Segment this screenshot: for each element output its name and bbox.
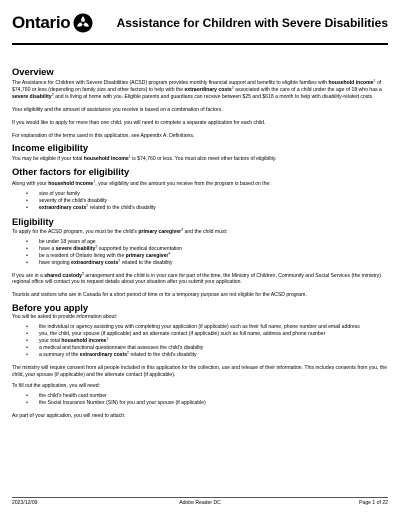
text-run: Along with your: [12, 181, 49, 188]
footnote-ref: 1: [373, 78, 376, 83]
logo-wordmark: Ontario: [12, 13, 71, 32]
eligibility-heading: Eligibility: [12, 215, 54, 227]
term-severe-disability: severe disability: [55, 245, 96, 252]
page-number: Page 1 of 22: [359, 500, 388, 506]
list-item: • size of your family: [12, 191, 388, 198]
eligibility-list: [12, 239, 388, 267]
definitions-paragraph: For explanation of the terms used in this application, see Appendix A: Definitions.: [12, 132, 195, 139]
footer-divider: [12, 497, 388, 498]
ontario-logo: [12, 13, 93, 33]
term-extraordinary-costs: extraordinary costs: [184, 86, 232, 93]
text-run: related to the child's disability: [129, 351, 197, 358]
footnote-ref: 2: [127, 350, 130, 355]
list-item: [12, 257, 388, 267]
text-run: To apply for the ACSD program, you must be the child's: [12, 228, 139, 235]
term-household-income: household income: [83, 156, 129, 163]
trillium-icon: [73, 13, 93, 33]
text-run: your total: [39, 337, 62, 344]
list-item: • severity of the child's disability: [12, 198, 388, 205]
term-household-income: household income: [328, 80, 374, 86]
text-run: have a: [39, 245, 56, 252]
document-title: Assistance for Children with Severe Disabilities: [116, 16, 388, 30]
text-run: If you are in a: [12, 272, 45, 279]
text-run: be a resident of Ontario living with the: [39, 252, 126, 259]
page-footer: [12, 500, 388, 510]
text-run: related to the disability: [120, 259, 173, 266]
list-item: [12, 352, 388, 359]
factors-paragraph: Your eligibility and the amount of assistance you receive is based on a combination of factors.: [12, 106, 223, 113]
tourists-paragraph: Tourists and visitors who are in Canada for a short period of time or for a temporary purpose are not eligible for the ACSD program.: [12, 292, 307, 299]
footnote-ref: 4: [168, 251, 171, 255]
list-item: • the Social Insurance Number (SIN) for you and your spouse (if applicable): [12, 400, 388, 407]
footer-date: 2023/12/09: [12, 500, 38, 506]
list-item: • you, the child, your spouse (if applicable) and an alternate contact (if applicable) such as full name, address and phone number: [12, 331, 388, 338]
footnote-ref: 3: [95, 244, 98, 249]
list-item: [12, 205, 388, 212]
text-run: You may be eligible if your total: [12, 156, 84, 163]
text-run: arrangement and the child is in your care for part of the time, the Ministry of Children, Community and Social Services (the ministry) regional office will contact you to request details about your situation after you submit your application.: [12, 272, 381, 286]
text-run: The Assistance for Children with Severe Disabilities (ACSD) program provides monthly financial support and benefits to eligible families with: [12, 80, 329, 86]
separate-application-paragraph: If you would like to apply for more than one child, you will need to complete a separate application for each child.: [12, 119, 266, 126]
list-item: • the individual or agency assisting you with completing your application (if applicable) such as their full name, phone number and email address: [12, 324, 388, 331]
list-item: [12, 246, 388, 253]
text-run: a summary of the: [39, 351, 80, 358]
footnote-ref: 2: [231, 85, 234, 90]
term-household-income: household income: [61, 337, 107, 344]
information-list: [12, 324, 388, 359]
other-factors-intro: [12, 181, 388, 188]
text-run: related to the child's disability: [88, 205, 156, 212]
term-extraordinary-costs: extraordinary costs: [71, 259, 119, 266]
term-household-income: household income: [48, 181, 94, 188]
list-item: [12, 253, 388, 260]
text-run: of $74,760 or less (depending on family size and other factors) to help with the: [12, 80, 382, 93]
footnote-ref: 2: [118, 257, 121, 262]
text-run: and is living at home with you. Eligible parents and guardians can receive between $25 and $618 a month to help with disability-related costs.: [53, 93, 374, 100]
term-shared-custody: shared custody: [44, 272, 82, 279]
requirements-list: [12, 393, 388, 407]
footnote-ref: 3: [51, 92, 54, 97]
text-run: associated with the care of a child under the age of 18 who has a: [233, 86, 382, 93]
text-run: , your eligibility and the amount you receive from the program is based on the:: [95, 181, 271, 188]
other-factors-list: [12, 191, 388, 212]
footnote-ref: 4: [181, 227, 184, 232]
overview-heading: Overview: [12, 66, 54, 77]
footnote-ref: 5: [81, 270, 84, 275]
text-run: supported by medical documentation: [97, 245, 183, 252]
shared-custody-paragraph: [12, 270, 388, 287]
header-divider: [12, 43, 388, 45]
term-severe-disability: severe disability: [12, 93, 52, 100]
text-run: have ongoing: [39, 259, 72, 266]
other-factors-heading: Other factors for eligibility: [12, 166, 130, 178]
footer-application: Adobe Reader DC: [179, 500, 221, 506]
page-header: [12, 10, 388, 38]
income-paragraph: [12, 156, 388, 163]
text-run: and the child must:: [183, 228, 228, 235]
list-item: [12, 338, 388, 345]
income-eligibility-heading: Income eligibility: [12, 142, 89, 154]
term-extraordinary-costs: extraordinary costs: [79, 351, 128, 358]
list-item: • be under 18 years of age: [12, 239, 388, 246]
footnote-ref: 1: [93, 179, 96, 184]
attach-intro: As part of your application, you will need to attach:: [12, 413, 126, 420]
term-primary-caregiver: primary caregiver: [125, 252, 169, 259]
eligibility-intro: [12, 229, 388, 236]
before-you-apply-heading: Before you apply: [12, 302, 89, 314]
overview-paragraph: [12, 80, 388, 101]
text-run: is $74,760 or less. You must also meet other factors of eligibility.: [130, 156, 277, 163]
footnote-ref: 2: [86, 203, 89, 208]
term-primary-caregiver: primary caregiver: [138, 228, 182, 235]
list-item: • a medical and functional questionnaire that assesses the child's disability: [12, 345, 388, 352]
list-item: • the child's health card number: [12, 393, 388, 400]
document-body: [12, 66, 388, 420]
consent-paragraph: The ministry will require consent from all people included in this application for the collection, use and release of their information. This includes consents from you, the child, your spouse (if applicable) and the alternate contact (if applicable).: [12, 364, 388, 378]
footnote-ref: 1: [106, 336, 109, 341]
footnote-ref: 1: [128, 154, 131, 159]
before-intro: You will be asked to provide information about:: [12, 314, 118, 321]
term-extraordinary-costs: extraordinary costs: [39, 205, 87, 212]
fill-out-intro: To fill out the application, you will need:: [12, 383, 101, 390]
